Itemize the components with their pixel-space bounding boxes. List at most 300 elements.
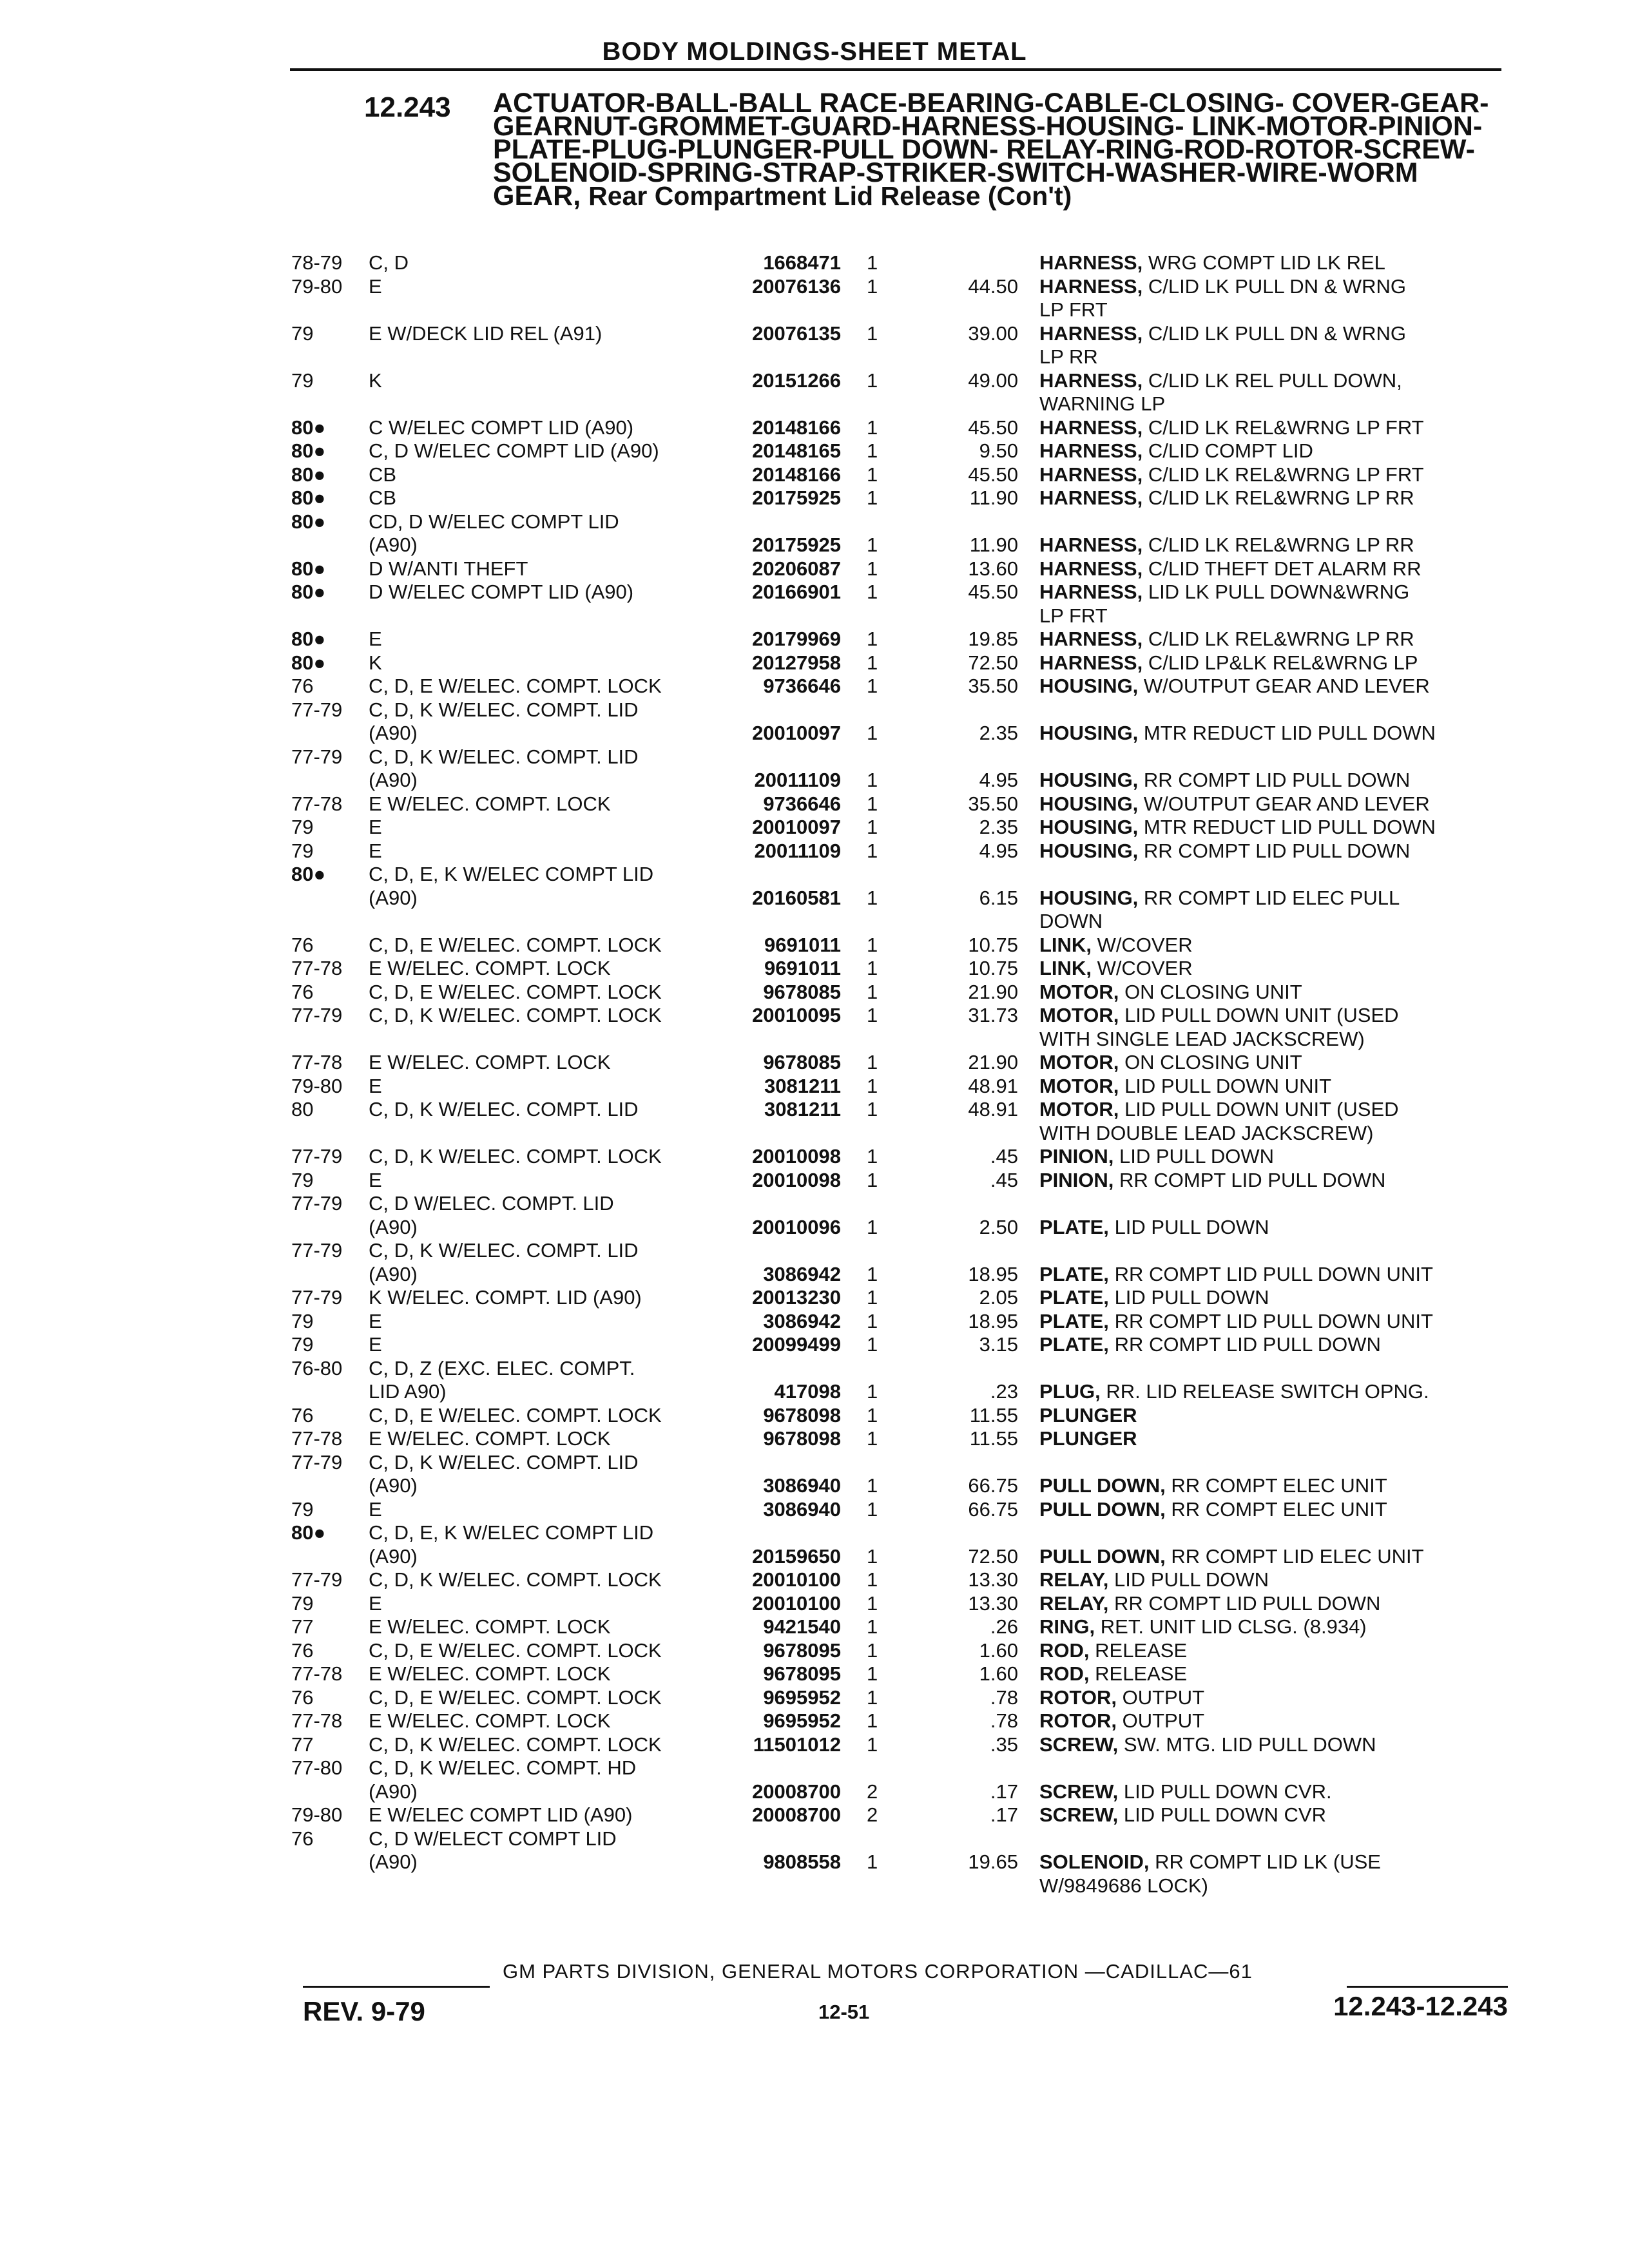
parts-row [0, 1310, 1629, 1334]
row-part-name: HARNESS, [1039, 322, 1143, 345]
section-title [493, 88, 1498, 211]
row-part-number: 20206087 [752, 557, 841, 580]
row-part-name: HARNESS, [1039, 628, 1143, 650]
row-model: E [369, 1309, 382, 1332]
parts-row [0, 1451, 1629, 1475]
row-quantity: 1 [867, 416, 878, 439]
row-description [1039, 1615, 1503, 1639]
row-price: 66.75 [968, 1497, 1018, 1521]
parts-row [0, 1145, 1629, 1169]
row-description [1039, 840, 1503, 863]
row-quantity: 1 [867, 816, 878, 838]
row-part-name: SCREW, [1039, 1733, 1119, 1756]
row-part-name: HOUSING, [1039, 675, 1139, 697]
row-description [1039, 1145, 1503, 1169]
row-price: 66.75 [968, 1474, 1018, 1497]
row-part-name: PLUNGER [1039, 1403, 1137, 1427]
row-quantity: 1 [867, 274, 878, 298]
parts-row [0, 1192, 1629, 1216]
row-description [1039, 1004, 1503, 1028]
row-description-text: RET. UNIT LID CLSG. (8.934) [1100, 1615, 1367, 1638]
row-price: 6.15 [979, 886, 1018, 909]
row-model: E [369, 1497, 382, 1521]
row-part-number: 1668471 [763, 251, 841, 274]
row-year: 80 [291, 1098, 314, 1120]
row-quantity: 1 [867, 1380, 878, 1403]
row-model: (A90) [369, 1474, 418, 1497]
row-quantity: 1 [867, 886, 878, 909]
row-description-text: C/LID LK PULL DN & WRNG [1148, 322, 1407, 345]
row-model: C, D, K W/ELEC. COMPT. LOCK [369, 1568, 662, 1591]
parts-row [0, 1169, 1629, 1193]
page-header-title: BODY MOLDINGS-SHEET METAL [602, 37, 1027, 66]
row-year: 77-79 [291, 1004, 343, 1026]
row-part-name: SCREW, [1039, 1803, 1119, 1826]
row-year: 76 [291, 1827, 314, 1850]
row-part-name: SOLENOID, [1039, 1850, 1150, 1873]
parts-row [0, 769, 1629, 793]
row-price: 45.50 [968, 416, 1018, 439]
row-part-number: 20148166 [752, 416, 841, 439]
row-part-name: MOTOR, [1039, 1051, 1119, 1073]
row-model: (A90) [369, 886, 418, 909]
row-description [1039, 1709, 1503, 1733]
row-model: C, D, K W/ELEC. COMPT. LOCK [369, 1145, 662, 1168]
row-description [1039, 910, 1503, 934]
parts-row [0, 1263, 1629, 1287]
row-model: C, D, E W/ELEC. COMPT. LOCK [369, 980, 662, 1003]
row-price: 4.95 [979, 839, 1018, 862]
parts-row [0, 793, 1629, 816]
parts-row [0, 1474, 1629, 1498]
parts-row [0, 1521, 1629, 1545]
row-description-text: C/LID LK REL&WRNG LP RR [1148, 533, 1414, 556]
row-description [1039, 1592, 1503, 1616]
row-price: 39.00 [968, 322, 1018, 345]
row-year: 77-78 [291, 957, 343, 979]
parts-row [0, 745, 1629, 769]
parts-row [0, 1004, 1629, 1028]
row-quantity: 1 [867, 1427, 878, 1450]
row-description-text: RR COMPT LID PULL DOWN [1114, 1591, 1381, 1615]
row-part-name: HOUSING, [1039, 839, 1139, 862]
parts-row [0, 557, 1629, 581]
parts-row [0, 1122, 1629, 1146]
row-description [1039, 298, 1503, 322]
row-description [1039, 1474, 1503, 1498]
row-part-number: 20010100 [752, 1568, 841, 1591]
row-year: 80● [291, 510, 326, 533]
row-part-name: PLATE, [1039, 1286, 1109, 1309]
row-quantity: 1 [867, 1004, 878, 1026]
row-part-number: 20008700 [752, 1803, 841, 1826]
parts-row [0, 581, 1629, 604]
row-quantity: 1 [867, 675, 878, 697]
row-price: 9.50 [979, 439, 1018, 462]
row-description [1039, 533, 1503, 557]
row-part-number: 9691011 [764, 933, 841, 956]
row-year: 77 [291, 1733, 314, 1756]
row-part-number: 20011109 [754, 769, 841, 791]
row-quantity: 1 [867, 1568, 878, 1591]
parts-row [0, 322, 1629, 346]
row-description [1039, 251, 1503, 275]
row-price: 11.55 [969, 1403, 1018, 1427]
row-quantity: 1 [867, 1215, 878, 1238]
row-price: 21.90 [968, 980, 1018, 1003]
row-year: 79 [291, 1591, 314, 1615]
row-description [1039, 416, 1503, 440]
row-quantity: 1 [867, 1686, 878, 1709]
parts-row [0, 1216, 1629, 1240]
parts-row [0, 651, 1629, 675]
row-description-text: ON CLOSING UNIT [1124, 980, 1302, 1003]
parts-row [0, 463, 1629, 487]
row-quantity: 1 [867, 1733, 878, 1756]
row-part-name: HARNESS, [1039, 533, 1143, 556]
parts-row [0, 1098, 1629, 1122]
row-price: 10.75 [968, 933, 1018, 956]
row-part-number: 20011109 [754, 839, 841, 862]
row-year: 76 [291, 980, 314, 1003]
row-description-text: RR COMPT LID ELEC PULL [1143, 886, 1400, 909]
row-price: 4.95 [979, 769, 1018, 791]
row-description [1039, 392, 1503, 416]
row-part-number: 3086940 [763, 1497, 841, 1521]
row-model: C, D, E W/ELEC. COMPT. LOCK [369, 1686, 662, 1709]
row-year: 76 [291, 933, 314, 956]
row-part-number: 9678098 [763, 1427, 841, 1450]
row-part-number: 9691011 [764, 957, 841, 979]
row-part-number: 9678095 [763, 1639, 841, 1662]
row-description-text: WRG COMPT LID LK REL [1148, 251, 1385, 274]
row-quantity: 1 [867, 439, 878, 462]
row-model: C, D, E, K W/ELEC COMPT LID [369, 863, 654, 885]
parts-row [0, 1639, 1629, 1663]
row-quantity: 1 [867, 769, 878, 791]
row-model: (A90) [369, 769, 418, 791]
row-model: C, D, E W/ELEC. COMPT. LOCK [369, 675, 662, 697]
row-part-number: 20008700 [752, 1780, 841, 1803]
row-price: 18.95 [968, 1309, 1018, 1332]
row-description-text: RR COMPT LID PULL DOWN [1119, 1168, 1386, 1191]
row-quantity: 1 [867, 1262, 878, 1285]
row-year: 79 [291, 1333, 314, 1356]
row-model: LID A90) [369, 1380, 447, 1403]
row-model: C, D, E W/ELEC. COMPT. LOCK [369, 1403, 662, 1427]
row-description [1039, 628, 1503, 651]
row-description-text: RR COMPT LID PULL DOWN [1143, 839, 1411, 862]
row-model: (A90) [369, 1544, 418, 1568]
row-part-number: 20175925 [752, 486, 841, 509]
row-description-text: LP RR [1039, 345, 1098, 368]
row-quantity: 1 [867, 1309, 878, 1332]
row-model: E W/ELEC. COMPT. LOCK [369, 957, 611, 979]
parts-row [0, 1780, 1629, 1804]
parts-row [0, 1662, 1629, 1686]
row-quantity: 1 [867, 1051, 878, 1073]
row-price: 13.60 [968, 557, 1018, 580]
row-quantity: 1 [867, 533, 878, 556]
row-part-number: 9695952 [763, 1709, 841, 1732]
row-description [1039, 1874, 1503, 1898]
row-part-name: HARNESS, [1039, 651, 1143, 674]
row-description-text: LID LK PULL DOWN&WRNG [1148, 581, 1410, 603]
parts-list [0, 251, 1629, 1898]
parts-row [0, 275, 1629, 299]
row-price: 21.90 [968, 1051, 1018, 1073]
row-part-name: PLATE, [1039, 1262, 1109, 1285]
row-description-text: W/OUTPUT GEAR AND LEVER [1143, 792, 1430, 815]
row-price: .78 [990, 1709, 1018, 1732]
row-price: 45.50 [968, 581, 1018, 603]
row-model: C, D, E W/ELEC. COMPT. LOCK [369, 1639, 662, 1662]
row-price: 72.50 [968, 651, 1018, 674]
row-description [1039, 722, 1503, 745]
row-year: 80● [291, 463, 326, 486]
row-model: E W/ELEC. COMPT. LOCK [369, 1709, 611, 1732]
row-model: D W/ANTI THEFT [369, 557, 528, 580]
row-part-name: HARNESS, [1039, 486, 1143, 509]
row-price: .23 [990, 1380, 1018, 1403]
row-quantity: 1 [867, 722, 878, 744]
row-description [1039, 1803, 1503, 1827]
row-quantity: 1 [867, 1850, 878, 1873]
row-quantity: 1 [867, 1145, 878, 1168]
row-part-number: 11501012 [753, 1733, 841, 1756]
row-model: (A90) [369, 1780, 418, 1803]
row-description [1039, 486, 1503, 510]
row-model: CB [369, 463, 397, 486]
row-price: 10.75 [968, 957, 1018, 979]
parts-row [0, 416, 1629, 440]
row-model: E [369, 1591, 382, 1615]
row-quantity: 1 [867, 251, 878, 274]
row-year: 79 [291, 839, 314, 862]
row-year: 79-80 [291, 1074, 343, 1097]
row-price: 48.91 [968, 1098, 1018, 1120]
row-part-name: ROD, [1039, 1662, 1090, 1685]
row-description-text: W/COVER [1097, 957, 1193, 979]
row-model: E W/DECK LID REL (A91) [369, 322, 602, 345]
row-description-text: C/LID LK REL&WRNG LP RR [1148, 486, 1414, 509]
row-part-number: 9808558 [763, 1850, 841, 1873]
row-part-name: PINION, [1039, 1168, 1114, 1191]
row-description-text: RR. LID RELEASE SWITCH OPNG. [1106, 1380, 1429, 1403]
row-part-name: RELAY, [1039, 1591, 1109, 1615]
row-part-name: MOTOR, [1039, 1004, 1119, 1026]
row-model: C, D, K W/ELEC. COMPT. LID [369, 1098, 639, 1120]
footer-page-number: 12-51 [818, 2001, 870, 2023]
row-description [1039, 675, 1503, 698]
row-model: C, D W/ELEC. COMPT. LID [369, 1192, 614, 1215]
row-part-name: HARNESS, [1039, 251, 1143, 274]
row-description-text: LID PULL DOWN [1114, 1286, 1269, 1309]
parts-row [0, 722, 1629, 745]
row-year: 80● [291, 628, 326, 650]
row-year: 77-79 [291, 1568, 343, 1591]
row-part-number: 9678098 [763, 1403, 841, 1427]
row-description-text: C/LID LK REL&WRNG LP FRT [1148, 463, 1424, 486]
row-part-number: 20166901 [752, 581, 841, 603]
row-description-text: WITH DOUBLE LEAD JACKSCREW) [1039, 1121, 1374, 1144]
row-part-number: 9678085 [763, 1051, 841, 1073]
row-year: 77-78 [291, 1427, 343, 1450]
row-quantity: 1 [867, 628, 878, 650]
row-model: C W/ELEC COMPT LID (A90) [369, 416, 634, 439]
row-part-number: 417098 [774, 1380, 841, 1403]
row-description-text: RR COMPT LID PULL DOWN UNIT [1114, 1262, 1433, 1285]
row-description-text: LID PULL DOWN [1114, 1215, 1269, 1238]
row-year: 76 [291, 1639, 314, 1662]
parts-row [0, 1286, 1629, 1310]
row-part-name: PULL DOWN, [1039, 1497, 1166, 1521]
row-price: 1.60 [979, 1639, 1018, 1662]
row-quantity: 1 [867, 1709, 878, 1732]
row-price: .26 [990, 1615, 1018, 1638]
parts-row [0, 840, 1629, 863]
row-part-number: 3086942 [763, 1309, 841, 1332]
row-description [1039, 1498, 1503, 1522]
parts-row [0, 887, 1629, 910]
parts-row [0, 1803, 1629, 1827]
row-description [1039, 369, 1503, 393]
row-description-text: LID PULL DOWN CVR [1123, 1803, 1326, 1826]
parts-row [0, 1615, 1629, 1639]
row-part-name: RING, [1039, 1615, 1095, 1638]
row-quantity: 1 [867, 980, 878, 1003]
row-price: 2.50 [979, 1215, 1018, 1238]
row-model: K [369, 369, 382, 392]
row-description-text: W/OUTPUT GEAR AND LEVER [1143, 675, 1430, 697]
row-year: 80● [291, 581, 326, 603]
row-model: E [369, 1168, 382, 1191]
row-description [1039, 1286, 1503, 1310]
row-description-text: RR COMPT LID PULL DOWN UNIT [1114, 1309, 1433, 1332]
row-description-text: C/LID LK REL PULL DOWN, [1148, 369, 1402, 392]
row-price: 11.90 [969, 533, 1018, 556]
row-price: .17 [990, 1803, 1018, 1826]
row-part-number: 9736646 [763, 792, 841, 815]
row-model: CB [369, 486, 397, 509]
row-year: 77-79 [291, 1239, 343, 1262]
parts-row [0, 957, 1629, 981]
row-price: 11.55 [969, 1427, 1018, 1450]
row-quantity: 1 [867, 581, 878, 603]
parts-row [0, 934, 1629, 957]
row-price: 35.50 [968, 792, 1018, 815]
row-description [1039, 1028, 1503, 1052]
row-model: E [369, 274, 382, 298]
row-quantity: 1 [867, 1474, 878, 1497]
row-price: 18.95 [968, 1262, 1018, 1285]
row-year: 77-78 [291, 1051, 343, 1073]
row-description [1039, 1310, 1503, 1334]
row-price: 19.85 [968, 628, 1018, 650]
row-model: C, D W/ELECT COMPT LID [369, 1827, 617, 1850]
row-quantity: 1 [867, 1333, 878, 1356]
row-part-name: HARNESS, [1039, 463, 1143, 486]
row-quantity: 1 [867, 792, 878, 815]
row-price: 3.15 [979, 1333, 1018, 1356]
row-part-name: HOUSING, [1039, 886, 1139, 909]
row-year: 77 [291, 1615, 314, 1638]
parts-row [0, 1404, 1629, 1428]
row-model: C, D, K W/ELEC. COMPT. LOCK [369, 1733, 662, 1756]
row-part-name: PLATE, [1039, 1333, 1109, 1356]
row-description-text: MTR REDUCT LID PULL DOWN [1143, 816, 1436, 838]
row-description-text: W/COVER [1097, 933, 1193, 956]
row-part-number: 20010096 [752, 1215, 841, 1238]
row-part-number: 20127958 [752, 651, 841, 674]
parts-row [0, 1874, 1629, 1898]
row-description [1039, 1639, 1503, 1663]
row-description-text: C/LID LK REL&WRNG LP FRT [1148, 416, 1424, 439]
row-quantity: 1 [867, 369, 878, 392]
row-part-name: PLUG, [1039, 1380, 1101, 1403]
row-quantity: 1 [867, 957, 878, 979]
parts-row [0, 251, 1629, 275]
row-year: 79 [291, 369, 314, 392]
footer-section-range: 12.243-12.243 [1333, 1991, 1508, 2021]
row-quantity: 1 [867, 463, 878, 486]
parts-row [0, 1380, 1629, 1404]
row-description [1039, 651, 1503, 675]
row-price: 31.73 [968, 1004, 1018, 1026]
row-description [1039, 463, 1503, 487]
parts-row [0, 1333, 1629, 1357]
row-quantity: 1 [867, 486, 878, 509]
parts-row [0, 675, 1629, 698]
row-description-text: SW. MTG. LID PULL DOWN [1123, 1733, 1376, 1756]
row-part-name: HARNESS, [1039, 439, 1143, 462]
row-description [1039, 1568, 1503, 1592]
row-part-name: HARNESS, [1039, 416, 1143, 439]
row-part-name: LINK, [1039, 933, 1092, 956]
row-description [1039, 1380, 1503, 1404]
parts-row [0, 1733, 1629, 1757]
row-part-number: 20010097 [752, 722, 841, 744]
row-year: 79 [291, 1168, 314, 1191]
row-description [1039, 439, 1503, 463]
parts-row [0, 369, 1629, 393]
row-description [1039, 769, 1503, 793]
row-year: 77-79 [291, 1450, 343, 1474]
row-quantity: 1 [867, 1662, 878, 1685]
row-part-number: 20010098 [752, 1168, 841, 1191]
row-quantity: 1 [867, 1497, 878, 1521]
row-part-name: MOTOR, [1039, 1098, 1119, 1120]
row-quantity: 2 [867, 1803, 878, 1826]
row-year: 80● [291, 439, 326, 462]
row-year: 77-79 [291, 745, 343, 768]
row-description [1039, 981, 1503, 1004]
row-model: E W/ELEC. COMPT. LOCK [369, 1615, 611, 1638]
row-part-name: PULL DOWN, [1039, 1544, 1166, 1568]
row-year: 79 [291, 816, 314, 838]
row-year: 77-79 [291, 1145, 343, 1168]
row-part-name: PLATE, [1039, 1309, 1109, 1332]
row-quantity: 1 [867, 1615, 878, 1638]
row-year: 77-78 [291, 1662, 343, 1685]
row-description-text: DOWN [1039, 910, 1103, 932]
row-part-number: 3081211 [764, 1074, 841, 1097]
section-subtitle: Rear Compartment Lid Release (Con't) [588, 181, 1072, 211]
row-quantity: 1 [867, 1639, 878, 1662]
row-part-name: ROD, [1039, 1639, 1090, 1662]
parts-row [0, 604, 1629, 628]
row-part-name: HOUSING, [1039, 769, 1139, 791]
